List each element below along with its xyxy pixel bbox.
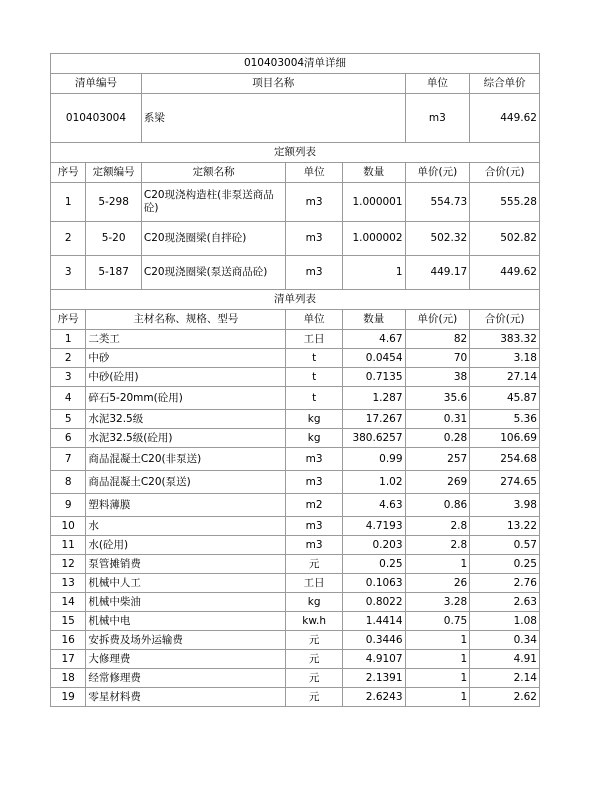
item-material-price: 3.28	[405, 593, 470, 612]
item-material-name: 水泥32.5级(砼用)	[86, 429, 286, 448]
item-no: 4	[51, 387, 86, 410]
header-bill-code: 清单编号	[51, 74, 142, 94]
item-material-price: 1	[405, 688, 470, 707]
item-no: 15	[51, 612, 86, 631]
bill-detail-table	[50, 53, 540, 707]
item-material-unit: m3	[286, 471, 343, 494]
item-material-unit: t	[286, 349, 343, 368]
item-material-price: 35.6	[405, 387, 470, 410]
quota-row	[51, 222, 540, 256]
quota-unit: m3	[286, 256, 343, 290]
item-material-total: 0.25	[470, 555, 540, 574]
item-material-total: 45.87	[470, 387, 540, 410]
item-material-qty: 4.67	[342, 330, 405, 349]
item-price: 449.62	[470, 94, 540, 143]
item-material-qty: 1.02	[342, 471, 405, 494]
item-material-name: 机械中电	[86, 612, 286, 631]
item-no: 2	[51, 349, 86, 368]
item-material-unit: t	[286, 368, 343, 387]
list-item	[51, 368, 540, 387]
item-material-total: 1.08	[470, 612, 540, 631]
list-item	[51, 574, 540, 593]
quota-section-title: 定额列表	[51, 143, 540, 163]
quota-total: 449.62	[470, 256, 540, 290]
item-header-no: 序号	[51, 310, 86, 330]
item-no: 8	[51, 471, 86, 494]
item-material-unit: 工日	[286, 574, 343, 593]
item-material-qty: 4.7193	[342, 517, 405, 536]
list-item	[51, 387, 540, 410]
item-no: 10	[51, 517, 86, 536]
item-material-qty: 2.1391	[342, 669, 405, 688]
quota-row	[51, 256, 540, 290]
list-item	[51, 517, 540, 536]
quota-header-total: 合价(元)	[470, 163, 540, 183]
quota-code: 5-187	[86, 256, 142, 290]
list-item	[51, 410, 540, 429]
item-material-price: 2.8	[405, 517, 470, 536]
item-material-price: 82	[405, 330, 470, 349]
item-header-price: 单价(元)	[405, 310, 470, 330]
item-no: 17	[51, 650, 86, 669]
quota-unit: m3	[286, 222, 343, 256]
item-material-price: 0.75	[405, 612, 470, 631]
item-material-price: 1	[405, 631, 470, 650]
item-material-price: 38	[405, 368, 470, 387]
quota-qty: 1.000002	[342, 222, 405, 256]
item-material-qty: 0.8022	[342, 593, 405, 612]
item-material-name: 安拆费及场外运输费	[86, 631, 286, 650]
list-item	[51, 631, 540, 650]
item-material-name: 机械中柴油	[86, 593, 286, 612]
item-material-unit: 元	[286, 631, 343, 650]
list-item	[51, 669, 540, 688]
item-material-total: 106.69	[470, 429, 540, 448]
item-no: 12	[51, 555, 86, 574]
item-material-unit: m3	[286, 517, 343, 536]
item-material-total: 2.76	[470, 574, 540, 593]
quota-no: 2	[51, 222, 86, 256]
item-material-total: 2.63	[470, 593, 540, 612]
item-material-name: 中砂	[86, 349, 286, 368]
quota-header-qty: 数量	[342, 163, 405, 183]
item-material-price: 269	[405, 471, 470, 494]
list-item	[51, 349, 540, 368]
quota-no: 3	[51, 256, 86, 290]
list-item	[51, 555, 540, 574]
item-material-total: 4.91	[470, 650, 540, 669]
item-material-price: 257	[405, 448, 470, 471]
item-material-unit: 工日	[286, 330, 343, 349]
item-material-name: 二类工	[86, 330, 286, 349]
item-material-total: 274.65	[470, 471, 540, 494]
list-item	[51, 330, 540, 349]
quota-header-row	[51, 163, 540, 183]
quota-price: 554.73	[405, 183, 470, 222]
item-material-total: 254.68	[470, 448, 540, 471]
item-material-unit: m2	[286, 494, 343, 517]
item-no: 6	[51, 429, 86, 448]
item-material-total: 2.14	[470, 669, 540, 688]
quota-header-price: 单价(元)	[405, 163, 470, 183]
quota-code: 5-298	[86, 183, 142, 222]
item-header-total: 合价(元)	[470, 310, 540, 330]
item-material-unit: 元	[286, 669, 343, 688]
item-header-row	[51, 310, 540, 330]
item-material-price: 26	[405, 574, 470, 593]
quota-total: 502.82	[470, 222, 540, 256]
item-header-unit: 单位	[286, 310, 343, 330]
item-no: 19	[51, 688, 86, 707]
quota-header-name: 定额名称	[141, 163, 285, 183]
quota-price: 449.17	[405, 256, 470, 290]
item-material-qty: 0.3446	[342, 631, 405, 650]
item-material-unit: 元	[286, 688, 343, 707]
item-unit: m3	[405, 94, 470, 143]
quota-header-code: 定额编号	[86, 163, 142, 183]
item-material-price: 0.28	[405, 429, 470, 448]
list-item	[51, 429, 540, 448]
bill-code: 010403004	[51, 94, 142, 143]
item-material-price: 2.8	[405, 536, 470, 555]
item-material-total: 3.18	[470, 349, 540, 368]
item-material-unit: kg	[286, 410, 343, 429]
item-material-qty: 4.9107	[342, 650, 405, 669]
item-material-name: 大修理费	[86, 650, 286, 669]
item-header-name: 主材名称、规格、型号	[86, 310, 286, 330]
item-material-name: 泵管摊销费	[86, 555, 286, 574]
item-material-unit: m3	[286, 536, 343, 555]
item-name: 系梁	[141, 94, 405, 143]
item-material-qty: 380.6257	[342, 429, 405, 448]
item-material-qty: 0.7135	[342, 368, 405, 387]
quota-code: 5-20	[86, 222, 142, 256]
item-material-unit: kg	[286, 593, 343, 612]
item-material-unit: m3	[286, 448, 343, 471]
item-material-qty: 1.287	[342, 387, 405, 410]
item-material-name: 零星材料费	[86, 688, 286, 707]
sheet-title: 010403004清单详细	[51, 54, 540, 74]
item-material-qty: 0.25	[342, 555, 405, 574]
quota-qty: 1.000001	[342, 183, 405, 222]
item-no: 3	[51, 368, 86, 387]
item-material-price: 1	[405, 650, 470, 669]
item-material-total: 0.57	[470, 536, 540, 555]
item-material-total: 13.22	[470, 517, 540, 536]
quota-total: 555.28	[470, 183, 540, 222]
list-item	[51, 650, 540, 669]
item-material-name: 水泥32.5级	[86, 410, 286, 429]
item-no: 16	[51, 631, 86, 650]
item-material-name: 商品混凝土C20(泵送)	[86, 471, 286, 494]
item-material-qty: 17.267	[342, 410, 405, 429]
item-header-qty: 数量	[342, 310, 405, 330]
quota-price: 502.32	[405, 222, 470, 256]
header-unit-price: 综合单价	[470, 74, 540, 94]
list-item	[51, 536, 540, 555]
item-material-name: 水(砼用)	[86, 536, 286, 555]
item-material-total: 27.14	[470, 368, 540, 387]
quota-name: C20现浇圈梁(泵送商品砼)	[141, 256, 285, 290]
main-header-row	[51, 74, 540, 94]
item-material-qty: 0.1063	[342, 574, 405, 593]
quota-row	[51, 183, 540, 222]
item-material-name: 商品混凝土C20(非泵送)	[86, 448, 286, 471]
list-item	[51, 494, 540, 517]
item-material-unit: kw.h	[286, 612, 343, 631]
item-material-name: 经常修理费	[86, 669, 286, 688]
item-no: 13	[51, 574, 86, 593]
item-no: 1	[51, 330, 86, 349]
item-material-unit: kg	[286, 429, 343, 448]
item-material-qty: 2.6243	[342, 688, 405, 707]
item-material-qty: 0.0454	[342, 349, 405, 368]
list-item	[51, 471, 540, 494]
list-item	[51, 688, 540, 707]
item-material-price: 1	[405, 669, 470, 688]
main-row	[51, 94, 540, 143]
item-material-name: 水	[86, 517, 286, 536]
header-item-name: 项目名称	[141, 74, 405, 94]
item-material-price: 70	[405, 349, 470, 368]
item-no: 11	[51, 536, 86, 555]
bill-detail-sheet	[50, 53, 540, 707]
item-material-name: 机械中人工	[86, 574, 286, 593]
item-material-name: 塑料薄膜	[86, 494, 286, 517]
item-material-name: 碎石5-20mm(砼用)	[86, 387, 286, 410]
item-material-unit: 元	[286, 650, 343, 669]
item-section-title: 清单列表	[51, 290, 540, 310]
item-material-price: 0.86	[405, 494, 470, 517]
item-material-total: 0.34	[470, 631, 540, 650]
item-material-qty: 4.63	[342, 494, 405, 517]
list-item	[51, 448, 540, 471]
list-item	[51, 612, 540, 631]
list-item	[51, 593, 540, 612]
header-unit: 单位	[405, 74, 470, 94]
item-material-total: 5.36	[470, 410, 540, 429]
quota-header-unit: 单位	[286, 163, 343, 183]
item-material-unit: t	[286, 387, 343, 410]
item-material-total: 383.32	[470, 330, 540, 349]
item-no: 18	[51, 669, 86, 688]
quota-name: C20现浇圈梁(自拌砼)	[141, 222, 285, 256]
quota-name: C20现浇构造柱(非泵送商品砼)	[141, 183, 285, 222]
item-material-total: 3.98	[470, 494, 540, 517]
item-material-qty: 0.203	[342, 536, 405, 555]
item-no: 14	[51, 593, 86, 612]
quota-unit: m3	[286, 183, 343, 222]
item-material-unit: 元	[286, 555, 343, 574]
item-no: 9	[51, 494, 86, 517]
item-material-qty: 0.99	[342, 448, 405, 471]
item-material-total: 2.62	[470, 688, 540, 707]
item-material-name: 中砂(砼用)	[86, 368, 286, 387]
item-material-price: 1	[405, 555, 470, 574]
item-material-price: 0.31	[405, 410, 470, 429]
item-no: 7	[51, 448, 86, 471]
item-no: 5	[51, 410, 86, 429]
quota-qty: 1	[342, 256, 405, 290]
item-material-qty: 1.4414	[342, 612, 405, 631]
quota-no: 1	[51, 183, 86, 222]
quota-header-no: 序号	[51, 163, 86, 183]
